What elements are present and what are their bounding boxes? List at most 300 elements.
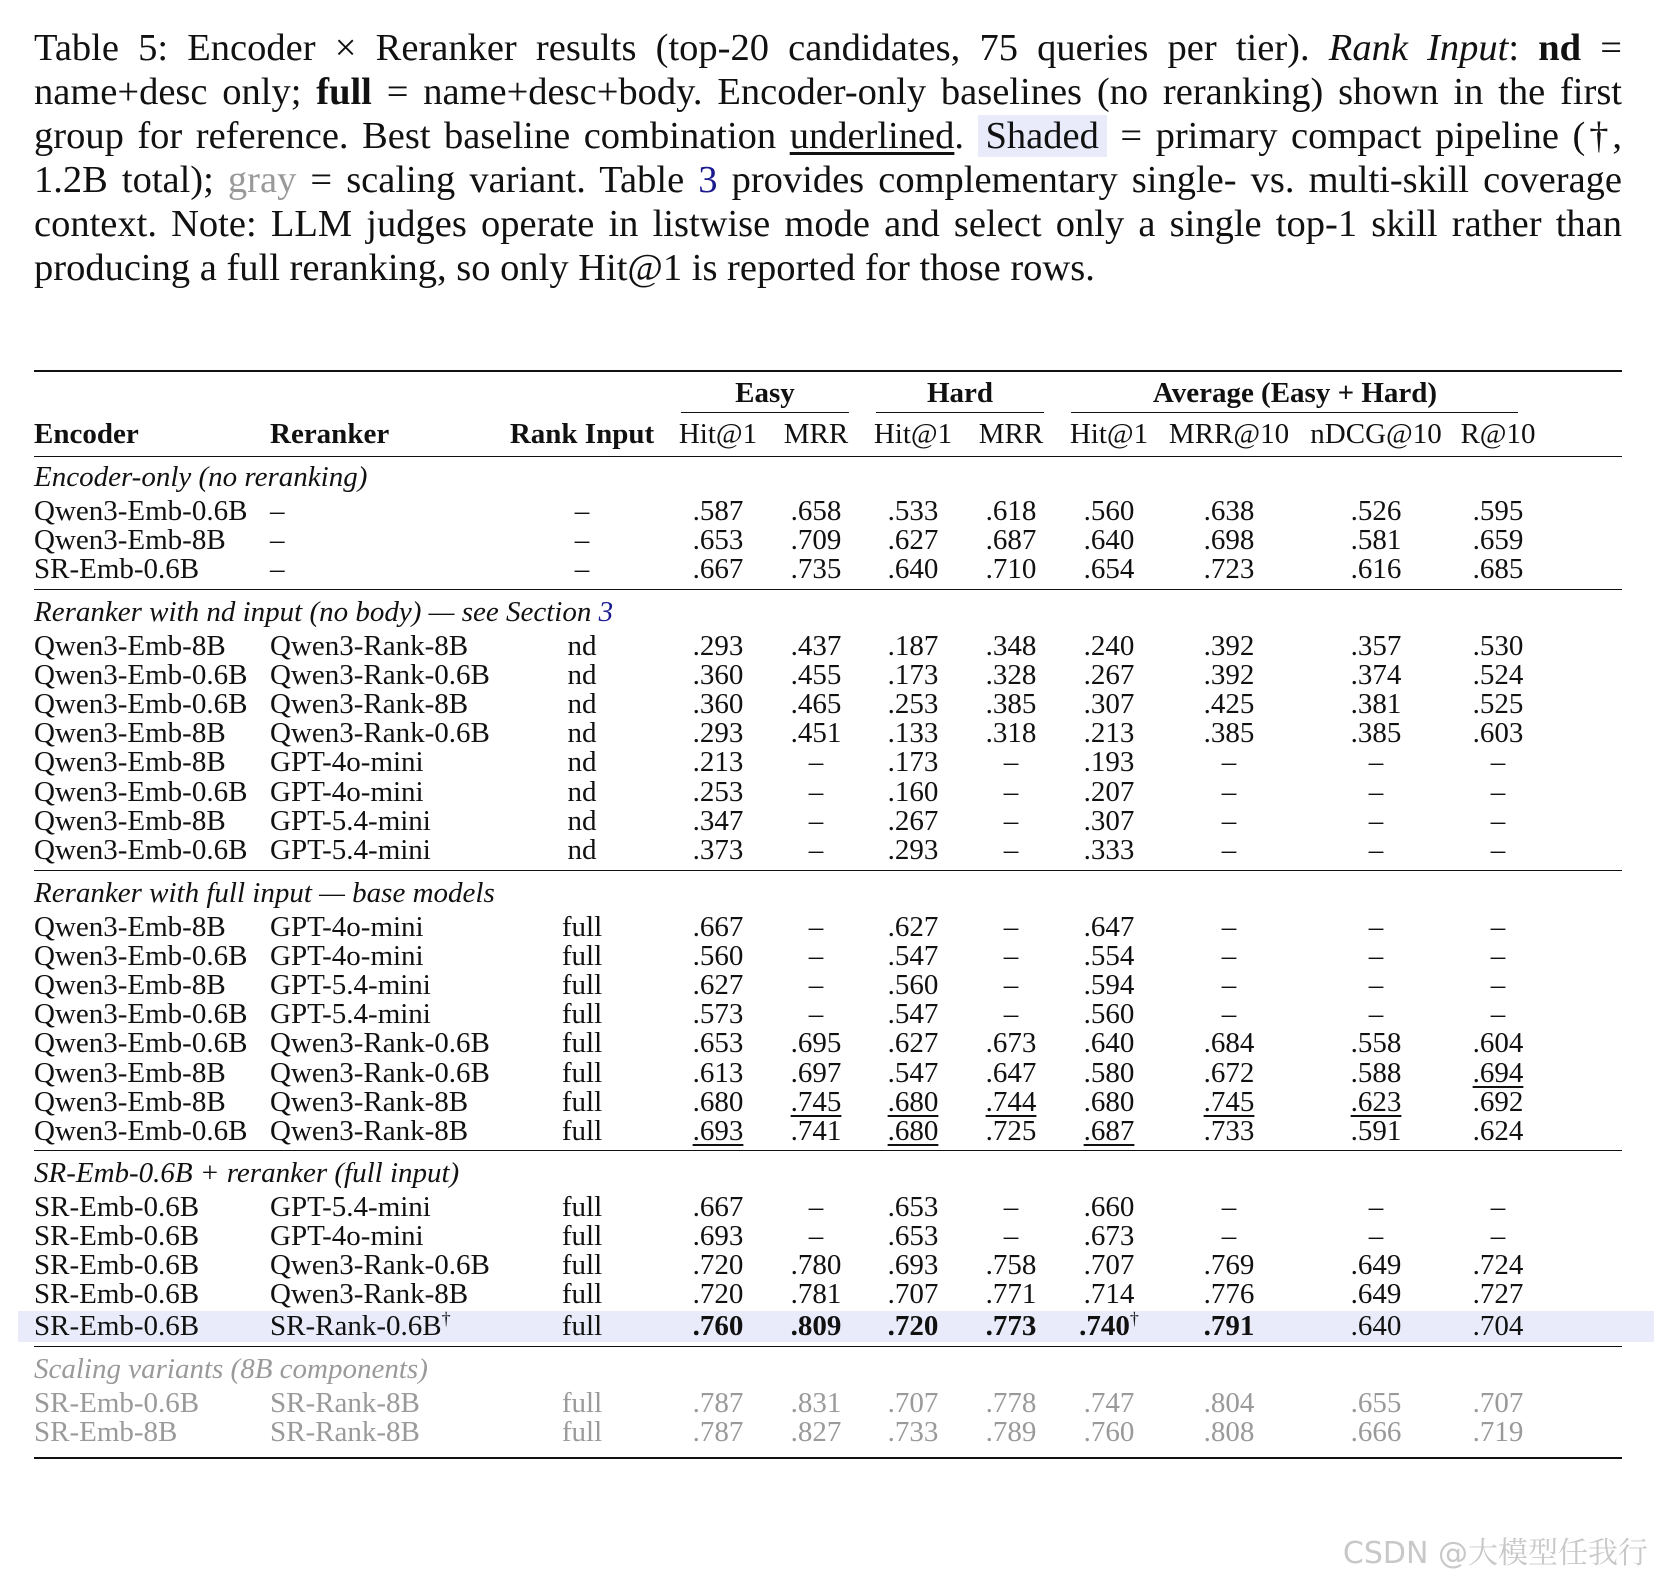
- metric-value: .455: [790, 659, 842, 692]
- metric-cell: [1084, 1192, 1135, 1223]
- metric-cell: [1204, 1058, 1255, 1089]
- rank-input-cell: full: [561, 1278, 603, 1311]
- metric-value: .680: [1083, 1085, 1135, 1118]
- metric-cell: [1084, 1087, 1135, 1118]
- metric-value: –: [808, 940, 824, 973]
- rank-input-cell: nd: [567, 688, 597, 721]
- metric-cell: [809, 1192, 824, 1223]
- table-reference-link[interactable]: 3: [698, 159, 718, 201]
- metric-cell: [888, 970, 939, 1001]
- metric-cell: [1491, 835, 1506, 866]
- encoder-cell: Qwen3-Emb-0.6B: [34, 775, 248, 808]
- metric-value: .693: [692, 1220, 744, 1253]
- metric-cell: [1369, 912, 1384, 943]
- table-rule: [34, 456, 1622, 457]
- header-metric: nDCG@10: [1310, 418, 1442, 450]
- metric-value: –: [1003, 940, 1019, 973]
- table-row: [34, 718, 1622, 749]
- metric-value: .360: [692, 659, 744, 692]
- metric-value: –: [1490, 804, 1506, 837]
- metric-cell: [1084, 1250, 1135, 1281]
- rank-input-cell: full: [561, 1027, 603, 1060]
- metric-value: .613: [692, 1056, 744, 1089]
- table-row: [34, 912, 1622, 943]
- metric-value: –: [1490, 1220, 1506, 1253]
- table-row: [34, 1116, 1622, 1147]
- metric-value: .640: [1083, 1027, 1135, 1060]
- metric-value: .720: [692, 1249, 744, 1282]
- metric-value: .727: [1472, 1278, 1524, 1311]
- encoder-cell: Qwen3-Emb-8B: [34, 1056, 226, 1089]
- encoder-cell: Qwen3-Emb-0.6B: [34, 940, 248, 973]
- metric-value: .392: [1203, 630, 1255, 662]
- metric-cell: [791, 1028, 842, 1059]
- header-metric: MRR: [783, 418, 849, 450]
- metric-cell: [888, 747, 939, 778]
- table-row: [34, 1279, 1622, 1310]
- metric-value: –: [1221, 1191, 1237, 1223]
- rank-input-cell: nd: [567, 804, 597, 837]
- metric-value: .791: [1203, 1310, 1255, 1343]
- metric-cell: [1204, 496, 1255, 527]
- rank-input-cell: full: [561, 940, 603, 973]
- metric-value: .745: [1203, 1085, 1255, 1118]
- metric-cell: [888, 1311, 939, 1342]
- metric-value: .707: [887, 1278, 939, 1311]
- metric-cell: [1351, 1388, 1402, 1419]
- metric-cell: [693, 835, 744, 866]
- metric-cell: [888, 1058, 939, 1089]
- rank-input-cell: nd: [567, 630, 597, 662]
- metric-value: –: [1003, 911, 1019, 943]
- metric-cell: [791, 1058, 842, 1089]
- metric-value: .740: [1079, 1310, 1130, 1343]
- group-title: [34, 1354, 428, 1385]
- metric-value: .687: [985, 524, 1037, 557]
- primary-pipeline-row: [18, 1308, 1654, 1343]
- table-rule: [34, 1457, 1622, 1459]
- metric-cell: [1491, 999, 1506, 1030]
- metric-value: .667: [692, 1191, 744, 1223]
- metric-value: .594: [1083, 969, 1135, 1002]
- metric-value: .697: [790, 1056, 842, 1089]
- metric-value: .680: [887, 1114, 939, 1147]
- metric-value: .692: [1472, 1085, 1524, 1118]
- metric-cell: [888, 1417, 939, 1448]
- reranker-cell: [270, 1192, 431, 1223]
- metric-cell: [888, 835, 939, 866]
- reranker-cell: [270, 1221, 424, 1252]
- encoder-cell: Qwen3-Emb-8B: [34, 630, 226, 662]
- metric-cell: [1204, 1116, 1255, 1147]
- section-reference-link[interactable]: 3: [598, 596, 614, 628]
- encoder-cell: Qwen3-Emb-8B: [34, 911, 226, 943]
- metric-cell: [888, 1221, 939, 1252]
- metric-cell: [693, 941, 744, 972]
- metric-cell: [986, 1279, 1037, 1310]
- metric-cell: [1204, 660, 1255, 691]
- table-rule: [34, 1346, 1622, 1347]
- metric-value: .710: [985, 553, 1037, 586]
- header-easy: Easy: [735, 377, 795, 409]
- metric-cell: [888, 999, 939, 1030]
- metric-value: .672: [1203, 1056, 1255, 1089]
- encoder-cell: Qwen3-Emb-8B: [34, 717, 226, 750]
- header-rank-input: Rank Input: [509, 418, 655, 450]
- metric-value: .687: [1083, 1114, 1135, 1147]
- metric-value: .385: [985, 688, 1037, 721]
- encoder-cell: SR-Emb-0.6B: [34, 1249, 200, 1282]
- metric-cell: [1473, 689, 1524, 720]
- metric-value: .293: [887, 833, 939, 866]
- reranker-name: GPT-4o-mini: [270, 1220, 424, 1253]
- metric-value: –: [808, 969, 824, 1002]
- metric-cell: [791, 689, 842, 720]
- metric-cell: [809, 912, 824, 943]
- metric-value: .714: [1083, 1278, 1135, 1311]
- metric-value: .680: [692, 1085, 744, 1118]
- metric-value: –: [1368, 1191, 1384, 1223]
- rank-input-cell: full: [561, 1056, 603, 1089]
- metric-value: .653: [887, 1220, 939, 1253]
- encoder-cell: SR-Emb-8B: [34, 1416, 178, 1449]
- metric-value: .666: [1350, 1416, 1402, 1449]
- metric-cell: [791, 660, 842, 691]
- rank-input-cell: full: [561, 1416, 603, 1449]
- table-row: [34, 999, 1622, 1030]
- metric-value: .524: [1472, 659, 1524, 692]
- metric-value: .627: [887, 1027, 939, 1060]
- rank-input-cell: full: [561, 969, 603, 1002]
- metric-cell: [791, 496, 842, 527]
- group-title-text: Reranker with full input — base models: [34, 877, 495, 909]
- table-row: [34, 1388, 1622, 1419]
- reranker-name: GPT-5.4-mini: [270, 969, 431, 1002]
- group-title-text: Scaling variants (8B components): [34, 1353, 428, 1385]
- metric-cell: [986, 718, 1037, 749]
- table-row: [34, 835, 1622, 866]
- metric-value: .560: [887, 969, 939, 1002]
- metric-value: –: [1368, 804, 1384, 837]
- metric-value: .560: [692, 940, 744, 973]
- encoder-cell: Qwen3-Emb-8B: [34, 524, 226, 557]
- metric-cell: [1084, 525, 1135, 556]
- metric-value: .655: [1350, 1387, 1402, 1419]
- metric-cell: [1473, 1116, 1524, 1147]
- metric-value: .640: [887, 553, 939, 586]
- encoder-cell: Qwen3-Emb-0.6B: [34, 688, 248, 721]
- metric-value: –: [808, 804, 824, 837]
- metric-value: .758: [985, 1249, 1037, 1282]
- table-row: [34, 496, 1622, 527]
- metric-cell: [1084, 718, 1135, 749]
- metric-value: –: [1003, 969, 1019, 1002]
- metric-cell: [1369, 806, 1384, 837]
- rank-input-cell: nd: [567, 775, 597, 808]
- metric-value: .707: [1472, 1387, 1524, 1419]
- metric-cell: [1473, 496, 1524, 527]
- metric-value: .831: [790, 1387, 842, 1419]
- table-row: [34, 554, 1622, 585]
- metric-cell: [1004, 1221, 1019, 1252]
- reranker-name: GPT-4o-mini: [270, 775, 424, 808]
- metric-value: .787: [692, 1387, 744, 1419]
- metric-value: .741: [790, 1114, 842, 1147]
- metric-cell: [986, 689, 1037, 720]
- metric-cell: [693, 999, 744, 1030]
- metric-cell: [1473, 1388, 1524, 1419]
- metric-cell: [809, 747, 824, 778]
- metric-value: .533: [887, 495, 939, 527]
- metric-value: .240: [1083, 630, 1135, 662]
- encoder-cell: SR-Emb-0.6B: [34, 1310, 200, 1343]
- reranker-cell: [270, 747, 424, 778]
- metric-value: .360: [692, 688, 744, 721]
- metric-value: .193: [1083, 746, 1135, 779]
- metric-value: .659: [1472, 524, 1524, 557]
- metric-cell: [809, 941, 824, 972]
- metric-value: .654: [1083, 553, 1135, 586]
- rank-input-cell: nd: [567, 717, 597, 750]
- metric-cell: [986, 1028, 1037, 1059]
- metric-value: .591: [1350, 1114, 1402, 1147]
- header-metric: Hit@1: [678, 418, 758, 450]
- encoder-cell: Qwen3-Emb-0.6B: [34, 833, 248, 866]
- header-metric: Hit@1: [1069, 418, 1149, 450]
- metric-value: –: [808, 775, 824, 808]
- metric-cell: [888, 1087, 939, 1118]
- metric-value: .385: [1350, 717, 1402, 750]
- metric-cell: [1222, 835, 1237, 866]
- metric-cell: [1369, 1192, 1384, 1223]
- metric-value: .693: [692, 1114, 744, 1147]
- rank-input-cell: –: [574, 495, 590, 527]
- encoder-cell: Qwen3-Emb-8B: [34, 969, 226, 1002]
- header-metric: Hit@1: [873, 418, 953, 450]
- encoder-cell: Qwen3-Emb-0.6B: [34, 495, 248, 527]
- reranker-name: GPT-4o-mini: [270, 911, 424, 943]
- metric-value: –: [1221, 940, 1237, 973]
- reranker-cell: [270, 941, 424, 972]
- metric-value: .381: [1350, 688, 1402, 721]
- reranker-name: Qwen3-Rank-8B: [270, 688, 469, 721]
- metric-value: .673: [985, 1027, 1037, 1060]
- metric-cell: [986, 1250, 1037, 1281]
- metric-value: .733: [1203, 1114, 1255, 1147]
- metric-cell: [693, 660, 744, 691]
- metric-cell: [1491, 941, 1506, 972]
- metric-value: .695: [790, 1027, 842, 1060]
- metric-value: .658: [790, 495, 842, 527]
- metric-value: .744: [985, 1085, 1037, 1118]
- metric-value: .616: [1350, 553, 1402, 586]
- metric-cell: [1369, 941, 1384, 972]
- metric-value: .723: [1203, 553, 1255, 586]
- metric-value: .704: [1472, 1310, 1524, 1343]
- metric-cell: [1491, 806, 1506, 837]
- metric-value: –: [1368, 969, 1384, 1002]
- metric-value: .374: [1350, 659, 1402, 692]
- metric-value: .684: [1203, 1027, 1255, 1060]
- metric-value: .293: [692, 630, 744, 662]
- reranker-name: –: [270, 553, 285, 586]
- metric-value: .827: [790, 1416, 842, 1449]
- header-metric: R@10: [1460, 418, 1536, 450]
- metric-value: .160: [887, 775, 939, 808]
- metric-cell: [888, 806, 939, 837]
- header-cmidrule: [681, 412, 849, 413]
- metric-cell: [1473, 1279, 1524, 1310]
- metric-cell: [1084, 999, 1135, 1030]
- metric-cell: [1491, 970, 1506, 1001]
- metric-cell: [1084, 660, 1135, 691]
- table-rule: [34, 1150, 1622, 1151]
- underlined-legend: underlined: [789, 115, 955, 157]
- metric-cell: [1369, 999, 1384, 1030]
- metric-value: .307: [1083, 804, 1135, 837]
- reranker-name: Qwen3-Rank-0.6B: [270, 659, 490, 692]
- metric-cell: [1222, 806, 1237, 837]
- metric-value: –: [1221, 969, 1237, 1002]
- metric-cell: [1004, 999, 1019, 1030]
- metric-value: .776: [1203, 1278, 1255, 1311]
- metric-value: –: [808, 1220, 824, 1253]
- metric-value: –: [808, 1191, 824, 1223]
- metric-value: .720: [887, 1310, 939, 1343]
- metric-value: .347: [692, 804, 744, 837]
- encoder-cell: SR-Emb-0.6B: [34, 1387, 200, 1419]
- metric-cell: [1351, 631, 1402, 662]
- metric-value: .588: [1350, 1056, 1402, 1089]
- metric-value: .267: [1083, 659, 1135, 692]
- metric-cell: [888, 689, 939, 720]
- metric-value: .554: [1083, 940, 1135, 973]
- table-row: [34, 806, 1622, 837]
- metric-cell: [888, 631, 939, 662]
- metric-value: .267: [887, 804, 939, 837]
- metric-value: –: [1003, 1191, 1019, 1223]
- encoder-cell: Qwen3-Emb-0.6B: [34, 1027, 248, 1060]
- metric-cell: [888, 912, 939, 943]
- reranker-cell: [270, 660, 490, 691]
- metric-value: .328: [985, 659, 1037, 692]
- metric-cell: [1491, 747, 1506, 778]
- metric-cell: [1084, 1388, 1135, 1419]
- metric-value: .649: [1350, 1278, 1402, 1311]
- metric-cell: [693, 1192, 744, 1223]
- metric-value: .808: [1203, 1416, 1255, 1449]
- metric-value: .623: [1350, 1085, 1402, 1118]
- metric-value: .465: [790, 688, 842, 721]
- metric-cell: [693, 1058, 744, 1089]
- table-row: [34, 1192, 1622, 1223]
- dagger-mark: †: [441, 1308, 451, 1329]
- encoder-cell: SR-Emb-0.6B: [34, 553, 200, 586]
- encoder-cell: Qwen3-Emb-8B: [34, 1085, 226, 1118]
- metric-value: .735: [790, 553, 842, 586]
- metric-cell: [1084, 631, 1135, 662]
- metric-cell: [1084, 1279, 1135, 1310]
- metric-cell: [1351, 1311, 1402, 1342]
- metric-cell: [1473, 718, 1524, 749]
- metric-value: .638: [1203, 495, 1255, 527]
- header-reranker: Reranker: [270, 418, 390, 450]
- metric-cell: [809, 1221, 824, 1252]
- metric-value: .653: [692, 524, 744, 557]
- header-average: Average (Easy + Hard): [1152, 377, 1438, 409]
- metric-cell: [1351, 1028, 1402, 1059]
- metric-cell: [693, 1221, 744, 1252]
- metric-value: .778: [985, 1387, 1037, 1419]
- reranker-name: GPT-4o-mini: [270, 746, 424, 779]
- metric-cell: [1204, 1311, 1255, 1342]
- metric-cell: [986, 631, 1037, 662]
- metric-value: .547: [887, 1056, 939, 1089]
- metric-value: .558: [1350, 1027, 1402, 1060]
- metric-cell: [1084, 1221, 1135, 1252]
- metric-value: .773: [985, 1310, 1037, 1343]
- metric-cell: [1004, 1192, 1019, 1223]
- encoder-cell: Qwen3-Emb-8B: [34, 746, 226, 779]
- metric-value: .526: [1350, 495, 1402, 527]
- metric-cell: [1351, 1250, 1402, 1281]
- metric-cell: [809, 835, 824, 866]
- shaded-legend: Shaded: [978, 115, 1107, 157]
- metric-cell: [1222, 747, 1237, 778]
- metric-cell: [791, 554, 842, 585]
- metric-cell: [1204, 1388, 1255, 1419]
- metric-cell: [1084, 1058, 1135, 1089]
- metric-cell: [1204, 1028, 1255, 1059]
- rank-input-cell: –: [574, 524, 590, 557]
- metric-value: .187: [887, 630, 939, 662]
- metric-cell: [1084, 941, 1135, 972]
- rank-input-cell: full: [561, 1387, 603, 1419]
- metric-cell: [1473, 1058, 1524, 1089]
- metric-cell: [1491, 1221, 1506, 1252]
- metric-cell: [1084, 496, 1135, 527]
- metric-cell: [791, 1417, 842, 1448]
- metric-value: .725: [985, 1114, 1037, 1147]
- metric-cell: [809, 777, 824, 808]
- metric-value: –: [1490, 998, 1506, 1031]
- metric-value: .213: [692, 746, 744, 779]
- metric-value: .647: [1083, 911, 1135, 943]
- header-encoder: Encoder: [34, 418, 139, 450]
- header-hard: Hard: [926, 377, 994, 409]
- encoder-cell: Qwen3-Emb-0.6B: [34, 659, 248, 692]
- reranker-name: –: [270, 495, 285, 527]
- metric-cell: [809, 806, 824, 837]
- encoder-cell: Qwen3-Emb-8B: [34, 804, 226, 837]
- header-cmidrule: [876, 412, 1044, 413]
- metric-value: .392: [1203, 659, 1255, 692]
- metric-cell: [1222, 941, 1237, 972]
- metric-cell: [1204, 689, 1255, 720]
- table-row: [34, 970, 1622, 1001]
- metric-cell: [1491, 912, 1506, 943]
- metric-value: .804: [1203, 1387, 1255, 1419]
- metric-cell: [791, 718, 842, 749]
- metric-value: .547: [887, 940, 939, 973]
- metric-value: .745: [790, 1085, 842, 1118]
- metric-value: .604: [1472, 1027, 1524, 1060]
- rank-input-cell: nd: [567, 659, 597, 692]
- metric-cell: [693, 496, 744, 527]
- metric-cell: [1473, 554, 1524, 585]
- reranker-name: GPT-5.4-mini: [270, 1191, 431, 1223]
- metric-value: –: [1221, 998, 1237, 1031]
